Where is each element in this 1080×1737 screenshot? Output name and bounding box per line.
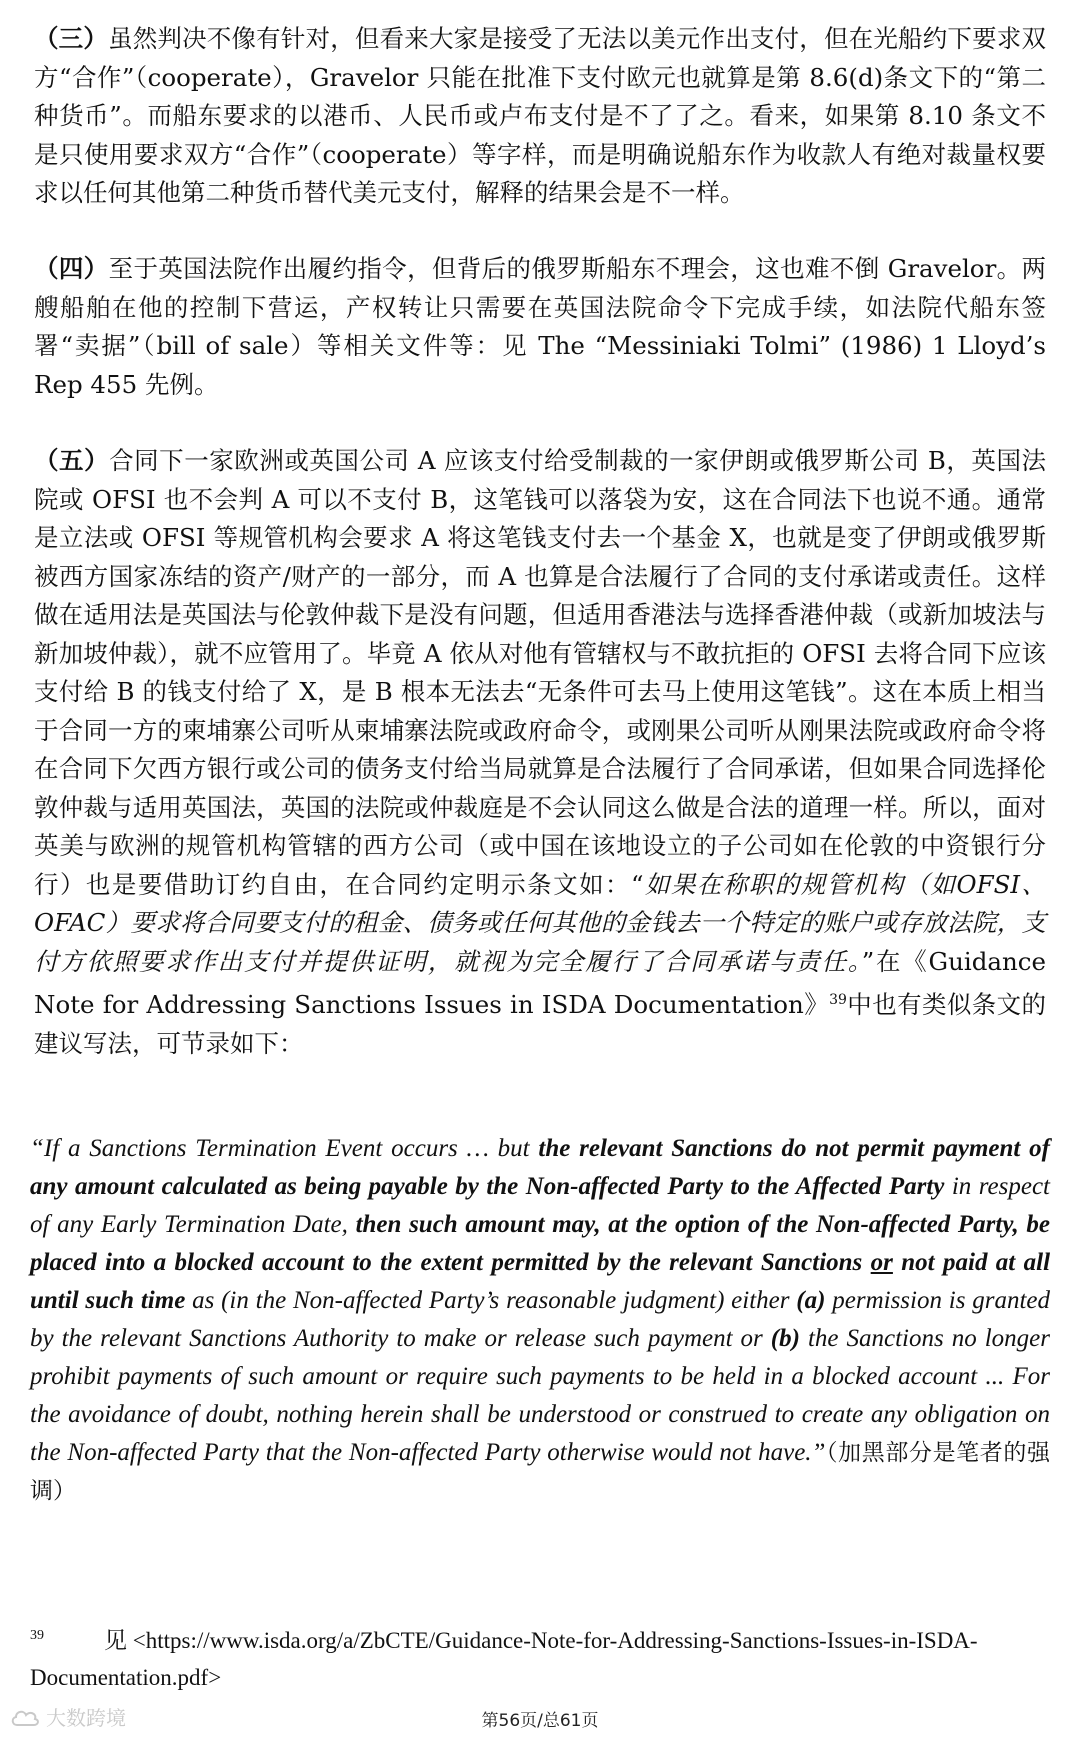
- quote-underlined-or: or: [870, 1249, 893, 1276]
- footnote-url-link[interactable]: <https://www.isda.org/a/ZbCTE/Guidance-Note-for-Addressing-Sanctions-Issues-in-ISDA-Documentation.pdf>: [30, 1628, 978, 1690]
- quote-bold-segment: (b): [770, 1325, 800, 1352]
- quote-segment: “If a Sanctions Termination Event occurs … but: [30, 1135, 539, 1162]
- footnote-prefix: 见: [104, 1628, 127, 1653]
- author-emphasis-note: （加黑部分是笔者的强调）: [30, 1440, 1050, 1504]
- quote-bold-segment: then such amount may, at the option of the Non-affected Party, be placed into a blocked account to the extent permitted by the relevant Sanctions: [30, 1211, 1050, 1276]
- paragraph-5-italic-clause: 如果在称职的规管机构（如OFSI、OFAC）要求将合同要支付的租金、债务或任何其他的金钱去一个特定的账户或存放法院，支付方依照要求作出支付并提供证明，就视为完全履行了合同承诺与责任。: [34, 869, 1046, 976]
- quote-segment: permission is granted by the relevant Sanctions Authority to make or release such payment or: [30, 1287, 1050, 1352]
- paragraph-5-number: （五）: [34, 446, 110, 475]
- footnote-reference[interactable]: 39: [829, 992, 847, 1008]
- watermark-text: 大数跨境: [46, 1706, 126, 1730]
- quote-bold-segment: not paid at all until such time: [30, 1249, 1051, 1314]
- quote-segment: in respect of any Early Termination Date,: [30, 1173, 1050, 1238]
- footnote-39: [30, 1617, 1050, 1696]
- paragraph-4-text: 至于英国法院作出履约指令，但背后的俄罗斯船东不理会，这也难不倒 Gravelor。两艘船舶在他的控制下营运，产权转让只需要在英国法院命令下完成手续，如法院代船东签署“卖据”（bill of sale）等相关文件等：见 The “Messiniaki Tolmi” (1986) 1 Lloyd’s Rep 455 先例。: [34, 254, 1047, 399]
- footnote-number: 39: [30, 1628, 44, 1643]
- paragraph-3: [34, 20, 1046, 213]
- paragraph-5: [34, 442, 1046, 1063]
- paragraph-3-number: （三）: [34, 24, 109, 53]
- paragraph-3-text: 虽然判决不像有针对，但看来大家是接受了无法以美元作出支付，但在光船约下要求双方“合作”（cooperate），Gravelor 只能在批准下支付欧元也就算是第 8.6(d)条文下的“第二种货币”。而船东要求的以港币、人民币或卢布支付是不了了之。看来，如果第 8.10 条文不是只使用要求双方“合作”（cooperate）等字样，而是明确说船东作为收款人有绝对裁量权要求以任何其他第二种货币替代美元支付，解释的结果会是不一样。: [34, 24, 1046, 207]
- isda-quote-block: [30, 1130, 1050, 1510]
- paragraph-5-text-end: 中也有类似条文的建议写法，可节录如下：: [34, 990, 1047, 1058]
- paragraph-5-text: 合同下一家欧洲或英国公司 A 应该支付给受制裁的一家伊朗或俄罗斯公司 B，英国法院或 OFSI 也不会判 A 可以不支付 B，这笔钱可以落袋为安，这在合同法下也说不通。通常是立法或 OFSI 等规管机构会要求 A 将这笔钱支付去一个基金 X，也就是变了伊朗或俄罗斯被西方国家冻结的资产/财产的一部分，而 A 也算是合法履行了合同的支付承诺或责任。这样做在适用法是英国法与伦敦仲裁下是没有问题，但适用香港法与选择香港仲裁（或新加坡法与新加坡仲裁），就不应管用了。毕竟 A 依从对他有管辖权与不敢抗拒的 OFSI 去将合同下应该支付给 B 的钱支付给了 X，是 B 根本无法去“无条件可去马上使用这笔钱”。这在本质上相当于合同一方的柬埔寨公司听从柬埔寨法院或政府命令，或刚果公司听从刚果法院或政府命令将在合同下欠西方银行或公司的债务支付给当局就算是合法履行了合同承诺，但如果合同选择伦敦仲裁与适用英国法，英国的法院或仲裁庭是不会认同这么做是合法的道理一样。所以，面对英美与欧洲的规管机构管辖的西方公司（或中国在该地设立的子公司如在伦敦的中资银行分行）也是要借助订约自由，在合同约定明示条文如：“: [34, 446, 1046, 899]
- quote-bold-segment: (a): [796, 1287, 826, 1314]
- paragraph-4-number: （四）: [34, 254, 109, 283]
- page-number: 第56页/总61页: [481, 1711, 599, 1731]
- quote-bold-segment: the relevant Sanctions do not permit payment of any amount calculated as being payable by the Non-affected Party to the Affected Party: [30, 1135, 1051, 1200]
- quote-segment: [862, 1249, 870, 1276]
- quote-segment: as (in the Non-affected Party’s reasonable judgment) either: [185, 1287, 797, 1314]
- paragraph-5-text-after: ”在《Guidance Note for Addressing Sanctions Issues in ISDA Documentation》: [34, 946, 1046, 1019]
- quote-segment: the Sanctions no longer prohibit payments of such amount or require such payments to be held in a blocked account ... For the avoidance of doubt, nothing herein shall be understood or construed to create any obligation on the Non-affected Party that the Non-affected Party otherwise would not have.”: [30, 1325, 1050, 1466]
- paragraph-4: [34, 250, 1046, 404]
